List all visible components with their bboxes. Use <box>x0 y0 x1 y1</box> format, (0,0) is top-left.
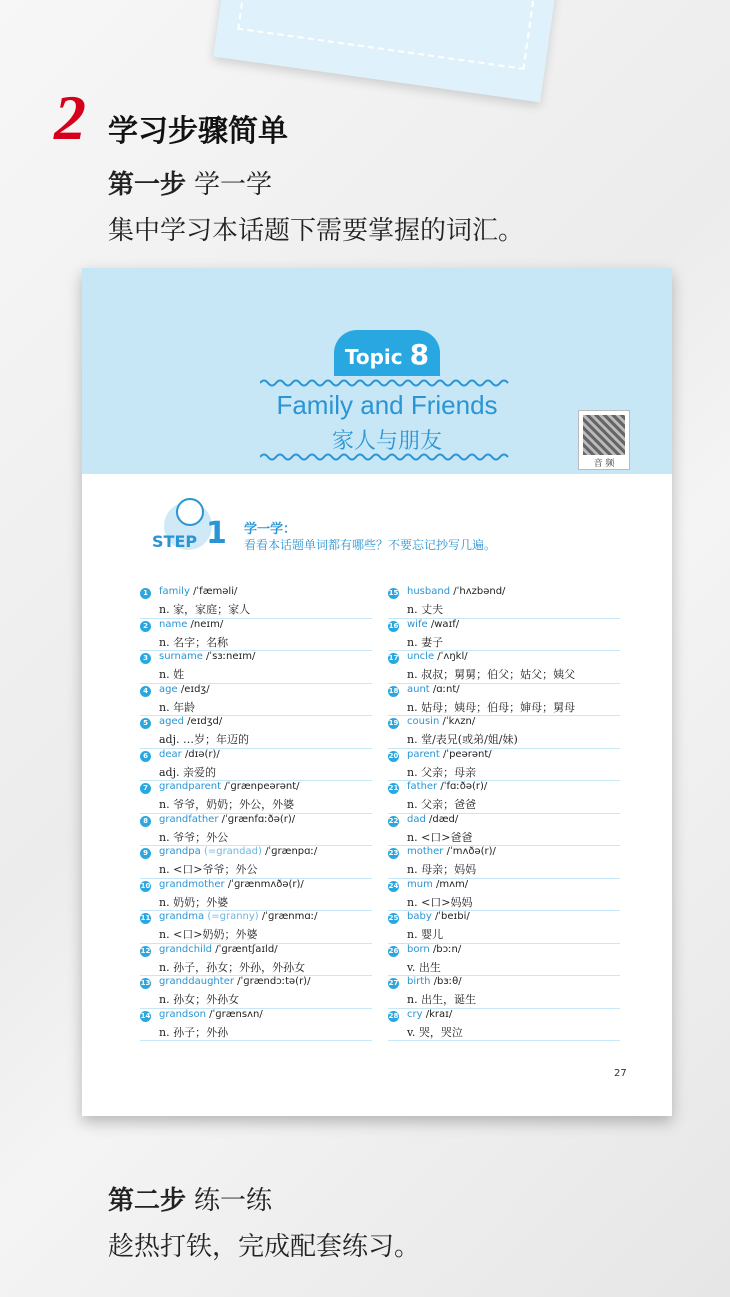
entry-word: cry <box>407 1008 423 1020</box>
entry-word: name <box>159 618 188 630</box>
entry-number: 7 <box>140 783 151 794</box>
step-badge <box>144 492 240 562</box>
entry-word: granddaughter <box>159 976 234 987</box>
book-title-en: Family and Friends <box>276 390 498 420</box>
vocab-entry <box>140 976 372 1009</box>
entry-word-line <box>407 846 496 857</box>
entry-word: wife <box>407 618 428 630</box>
entry-meaning: n. 叔叔；舅舅；伯父；姑父；姨父 <box>407 668 576 681</box>
vocab-entry <box>388 716 620 749</box>
entry-word-line <box>407 781 487 792</box>
entry-number: 21 <box>388 784 399 792</box>
entry-meaning: v. 出生 <box>407 960 441 974</box>
entry-number: 17 <box>388 654 399 662</box>
entry-meaning: n. 爷爷，奶奶；外公，外婆 <box>159 798 295 811</box>
entry-meaning: n. <口>奶奶；外婆 <box>159 928 258 941</box>
entry-phonetic: /ˈɡrænmɑː/ <box>261 911 318 922</box>
entry-word: grandmother <box>159 878 225 890</box>
entry-word: dad <box>407 813 426 825</box>
entry-number: 20 <box>388 751 399 760</box>
entry-word: grandma <box>159 911 205 922</box>
entry-meaning: n. 孙子；外孙 <box>159 1025 229 1039</box>
entry-number: 2 <box>140 621 151 632</box>
entry-number: 10 <box>140 881 151 890</box>
topic-badge <box>334 330 440 376</box>
entry-meaning: n. 姑母；姨母；伯母；婶母；舅母 <box>407 700 576 714</box>
book-corner-image <box>213 0 556 102</box>
entry-word-line <box>159 716 222 727</box>
entry-phonetic: /ˈɡrændɔːtə(r)/ <box>237 976 311 987</box>
entry-phonetic: /eɪdʒ/ <box>180 683 210 695</box>
wave-divider-top <box>260 378 512 388</box>
audio-qr-code[interactable] <box>578 410 630 470</box>
entry-word-line <box>159 619 223 630</box>
entry-phonetic: /ˈɡræntʃaɪld/ <box>215 943 278 955</box>
qr-code-icon <box>583 415 625 455</box>
entry-word-line <box>407 619 459 630</box>
vocab-entry <box>140 651 372 684</box>
entry-word: birth <box>407 976 431 987</box>
entry-phonetic: /ˈhʌzbənd/ <box>453 586 506 597</box>
entry-word: grandpa <box>159 846 201 857</box>
vocab-entry <box>388 846 620 879</box>
entry-meaning: n. <口>爸爸 <box>407 830 473 844</box>
entry-word-line <box>159 846 317 857</box>
entry-meaning: n. 名字；名称 <box>159 635 229 649</box>
entry-phonetic: /ˈbeɪbi/ <box>434 911 470 922</box>
entry-word: baby <box>407 911 432 922</box>
entry-meaning: adj. 亲爱的 <box>159 765 217 779</box>
entry-number: 28 <box>388 1011 399 1020</box>
entry-phonetic: /ˈpeərənt/ <box>442 748 492 760</box>
entry-meaning: n. <口>爷爷；外公 <box>159 863 258 876</box>
entry-word-line <box>407 716 475 727</box>
entry-number: 26 <box>388 946 399 955</box>
entry-word: born <box>407 943 430 955</box>
vocab-entry <box>140 684 372 717</box>
entry-phonetic: /ˈfæməli/ <box>193 586 238 597</box>
entry-word: grandparent <box>159 781 222 792</box>
entry-phonetic: /ˈʌŋkl/ <box>437 651 468 662</box>
entry-word-line <box>159 781 300 792</box>
entry-phonetic: /kraɪ/ <box>425 1008 453 1020</box>
entry-word: dear <box>159 748 182 760</box>
vocab-column-left <box>140 586 372 1041</box>
entry-word-line <box>159 879 304 890</box>
vocab-column-right <box>388 586 620 1041</box>
vocab-entry <box>388 814 620 847</box>
entry-phonetic: /dɪə(r)/ <box>184 748 220 760</box>
step-title: 学一学： <box>244 522 297 537</box>
step2-title: 第二步 <box>108 1186 187 1216</box>
vocab-entry <box>388 1009 620 1042</box>
page-number: 27 <box>614 1068 627 1079</box>
entry-phonetic: /eɪdʒd/ <box>187 716 223 727</box>
entry-phonetic: /waɪf/ <box>430 618 460 630</box>
step-badge-number: 1 <box>206 516 227 551</box>
vocab-entry <box>388 879 620 912</box>
entry-meaning: n. 爷爷；外公 <box>159 830 229 844</box>
entry-word-line <box>159 911 317 922</box>
vocab-entry <box>140 911 372 944</box>
vocab-entry <box>388 586 620 619</box>
entry-number: 4 <box>140 686 151 697</box>
step1-title: 第一步 <box>108 170 187 200</box>
entry-meaning: n. 婴儿 <box>407 928 444 941</box>
vocab-entry <box>388 911 620 944</box>
entry-number: 9 <box>140 848 151 859</box>
step1-subtitle: 学一学 <box>194 170 273 200</box>
entry-phonetic: /neɪm/ <box>190 618 224 630</box>
vocab-entry <box>388 684 620 717</box>
entry-word-line <box>159 1009 263 1020</box>
vocab-entry <box>140 586 372 619</box>
topic-banner <box>82 268 672 474</box>
entry-word-line <box>407 749 492 760</box>
entry-phonetic: /ˈɡrænmʌðə(r)/ <box>227 878 304 890</box>
entry-meaning: n. 母亲；妈妈 <box>407 863 477 876</box>
entry-word-line <box>407 911 470 922</box>
entry-word: age <box>159 683 178 695</box>
entry-number: 11 <box>140 914 151 922</box>
section-heading: 学习步骤简单 <box>108 114 288 149</box>
entry-alt: (=grandad) <box>203 846 262 857</box>
entry-meaning: n. 妻子 <box>407 635 444 649</box>
entry-word-line <box>159 944 278 955</box>
book-page <box>82 268 672 1116</box>
entry-phonetic: /ɑːnt/ <box>432 683 460 695</box>
entry-word: aunt <box>407 683 430 695</box>
step2-description: 趁热打铁，完成配套练习。 <box>108 1232 421 1262</box>
vocab-entry <box>140 846 372 879</box>
vocab-entry <box>140 1009 372 1042</box>
step-word: STEP <box>152 532 198 551</box>
entry-word-line <box>407 976 462 987</box>
entry-word: grandchild <box>159 943 213 955</box>
step1-description: 集中学习本话题下需要掌握的词汇。 <box>108 216 525 246</box>
entry-word-line <box>407 879 468 890</box>
entry-number: 5 <box>140 718 151 729</box>
entry-word-line <box>159 586 237 597</box>
entry-meaning: n. 奶奶；外婆 <box>159 895 229 909</box>
entry-word-line <box>407 651 468 662</box>
entry-phonetic: /ˈmʌðə(r)/ <box>446 846 496 857</box>
entry-word-line <box>407 684 460 695</box>
entry-number: 6 <box>140 751 151 762</box>
entry-meaning: n. 丈夫 <box>407 603 444 616</box>
vocab-entry <box>140 749 372 782</box>
entry-word-line <box>159 814 295 825</box>
entry-number: 27 <box>388 979 399 987</box>
vocab-entry <box>388 976 620 1009</box>
step-description: 看看本话题单词都有哪些？不要忘记抄写几遍。 <box>244 538 497 552</box>
entry-phonetic: /ˈsɜːneɪm/ <box>206 651 256 662</box>
entry-word-line <box>159 651 255 662</box>
step2-subtitle: 练一练 <box>194 1186 273 1216</box>
entry-meaning: v. 哭，哭泣 <box>407 1025 463 1039</box>
entry-word: grandfather <box>159 813 219 825</box>
entry-phonetic: /bɜːθ/ <box>433 976 462 987</box>
entry-word: family <box>159 586 190 597</box>
entry-meaning: n. 年龄 <box>159 700 196 714</box>
topic-label: Topic <box>344 345 403 369</box>
entry-word-line <box>407 586 505 597</box>
lightbulb-icon <box>176 498 204 526</box>
entry-number: 24 <box>388 881 399 890</box>
entry-phonetic: /mʌm/ <box>436 878 469 890</box>
vocab-entry <box>388 944 620 977</box>
entry-word: grandson <box>159 1008 206 1020</box>
entry-number: 23 <box>388 849 399 857</box>
entry-meaning: n. 姓 <box>159 668 185 681</box>
qr-label: 音 频 <box>593 459 615 469</box>
wave-divider-bottom <box>260 452 512 462</box>
entry-alt: (=granny) <box>207 911 259 922</box>
book-title-cn: 家人与朋友 <box>331 429 442 454</box>
entry-word: mum <box>407 878 433 890</box>
entry-meaning: n. 父亲；母亲 <box>407 765 477 779</box>
entry-meaning: n. 家，家庭；家人 <box>159 603 251 616</box>
entry-word: husband <box>407 586 451 597</box>
vocab-entry <box>140 879 372 912</box>
step-number: 2 <box>54 82 86 153</box>
entry-word: parent <box>407 748 440 760</box>
vocab-entry <box>140 619 372 652</box>
entry-number: 15 <box>388 589 399 597</box>
entry-word: cousin <box>407 716 440 727</box>
vocab-entry <box>388 651 620 684</box>
vocab-entry <box>140 944 372 977</box>
vocab-entry <box>140 814 372 847</box>
entry-word: mother <box>407 846 444 857</box>
entry-phonetic: /bɔːn/ <box>432 943 462 955</box>
vocab-entry <box>388 781 620 814</box>
entry-word-line <box>159 749 220 760</box>
entry-number: 19 <box>388 719 399 727</box>
entry-word-line <box>407 1009 452 1020</box>
entry-meaning: n. 父亲；爸爸 <box>407 798 477 811</box>
vocab-entry <box>140 781 372 814</box>
entry-number: 8 <box>140 816 151 827</box>
entry-word-line <box>159 684 210 695</box>
vocab-entry <box>388 619 620 652</box>
step2-line <box>108 1180 272 1217</box>
entry-phonetic: /ˈfɑːðə(r)/ <box>440 781 488 792</box>
step1-line <box>108 164 272 201</box>
entry-number: 18 <box>388 686 399 695</box>
entry-meaning: n. 孙女；外孙女 <box>159 993 240 1006</box>
entry-meaning: n. <口>妈妈 <box>407 895 473 909</box>
vocab-entry <box>140 716 372 749</box>
entry-word: surname <box>159 651 203 662</box>
entry-number: 16 <box>388 621 399 630</box>
entry-number: 3 <box>140 653 151 664</box>
entry-number: 1 <box>140 588 151 599</box>
topic-number: 8 <box>409 338 430 371</box>
entry-number: 12 <box>140 946 151 955</box>
entry-meaning: n. 出生，诞生 <box>407 993 477 1006</box>
entry-meaning: n. 堂/表兄(或弟/姐/妹) <box>407 733 518 746</box>
entry-meaning: adj. …岁；年迈的 <box>159 733 250 746</box>
entry-phonetic: /ˈkʌzn/ <box>442 716 476 727</box>
entry-word-line <box>159 976 310 987</box>
entry-word-line <box>407 814 458 825</box>
entry-number: 22 <box>388 816 399 825</box>
entry-phonetic: /ˈɡrænfɑːðə(r)/ <box>221 813 296 825</box>
entry-word: father <box>407 781 438 792</box>
entry-meaning: n. 孙子，孙女；外孙，外孙女 <box>159 960 306 974</box>
entry-phonetic: /dæd/ <box>429 813 459 825</box>
entry-word-line <box>407 944 461 955</box>
vocab-entry <box>388 749 620 782</box>
entry-number: 14 <box>140 1011 151 1020</box>
entry-number: 13 <box>140 979 151 987</box>
entry-phonetic: /ˈɡrænpeərənt/ <box>224 781 300 792</box>
entry-phonetic: /ˈɡrænpɑː/ <box>265 846 318 857</box>
entry-phonetic: /ˈɡrænsʌn/ <box>209 1008 263 1020</box>
entry-word: aged <box>159 716 184 727</box>
entry-word: uncle <box>407 651 435 662</box>
entry-number: 25 <box>388 914 399 922</box>
